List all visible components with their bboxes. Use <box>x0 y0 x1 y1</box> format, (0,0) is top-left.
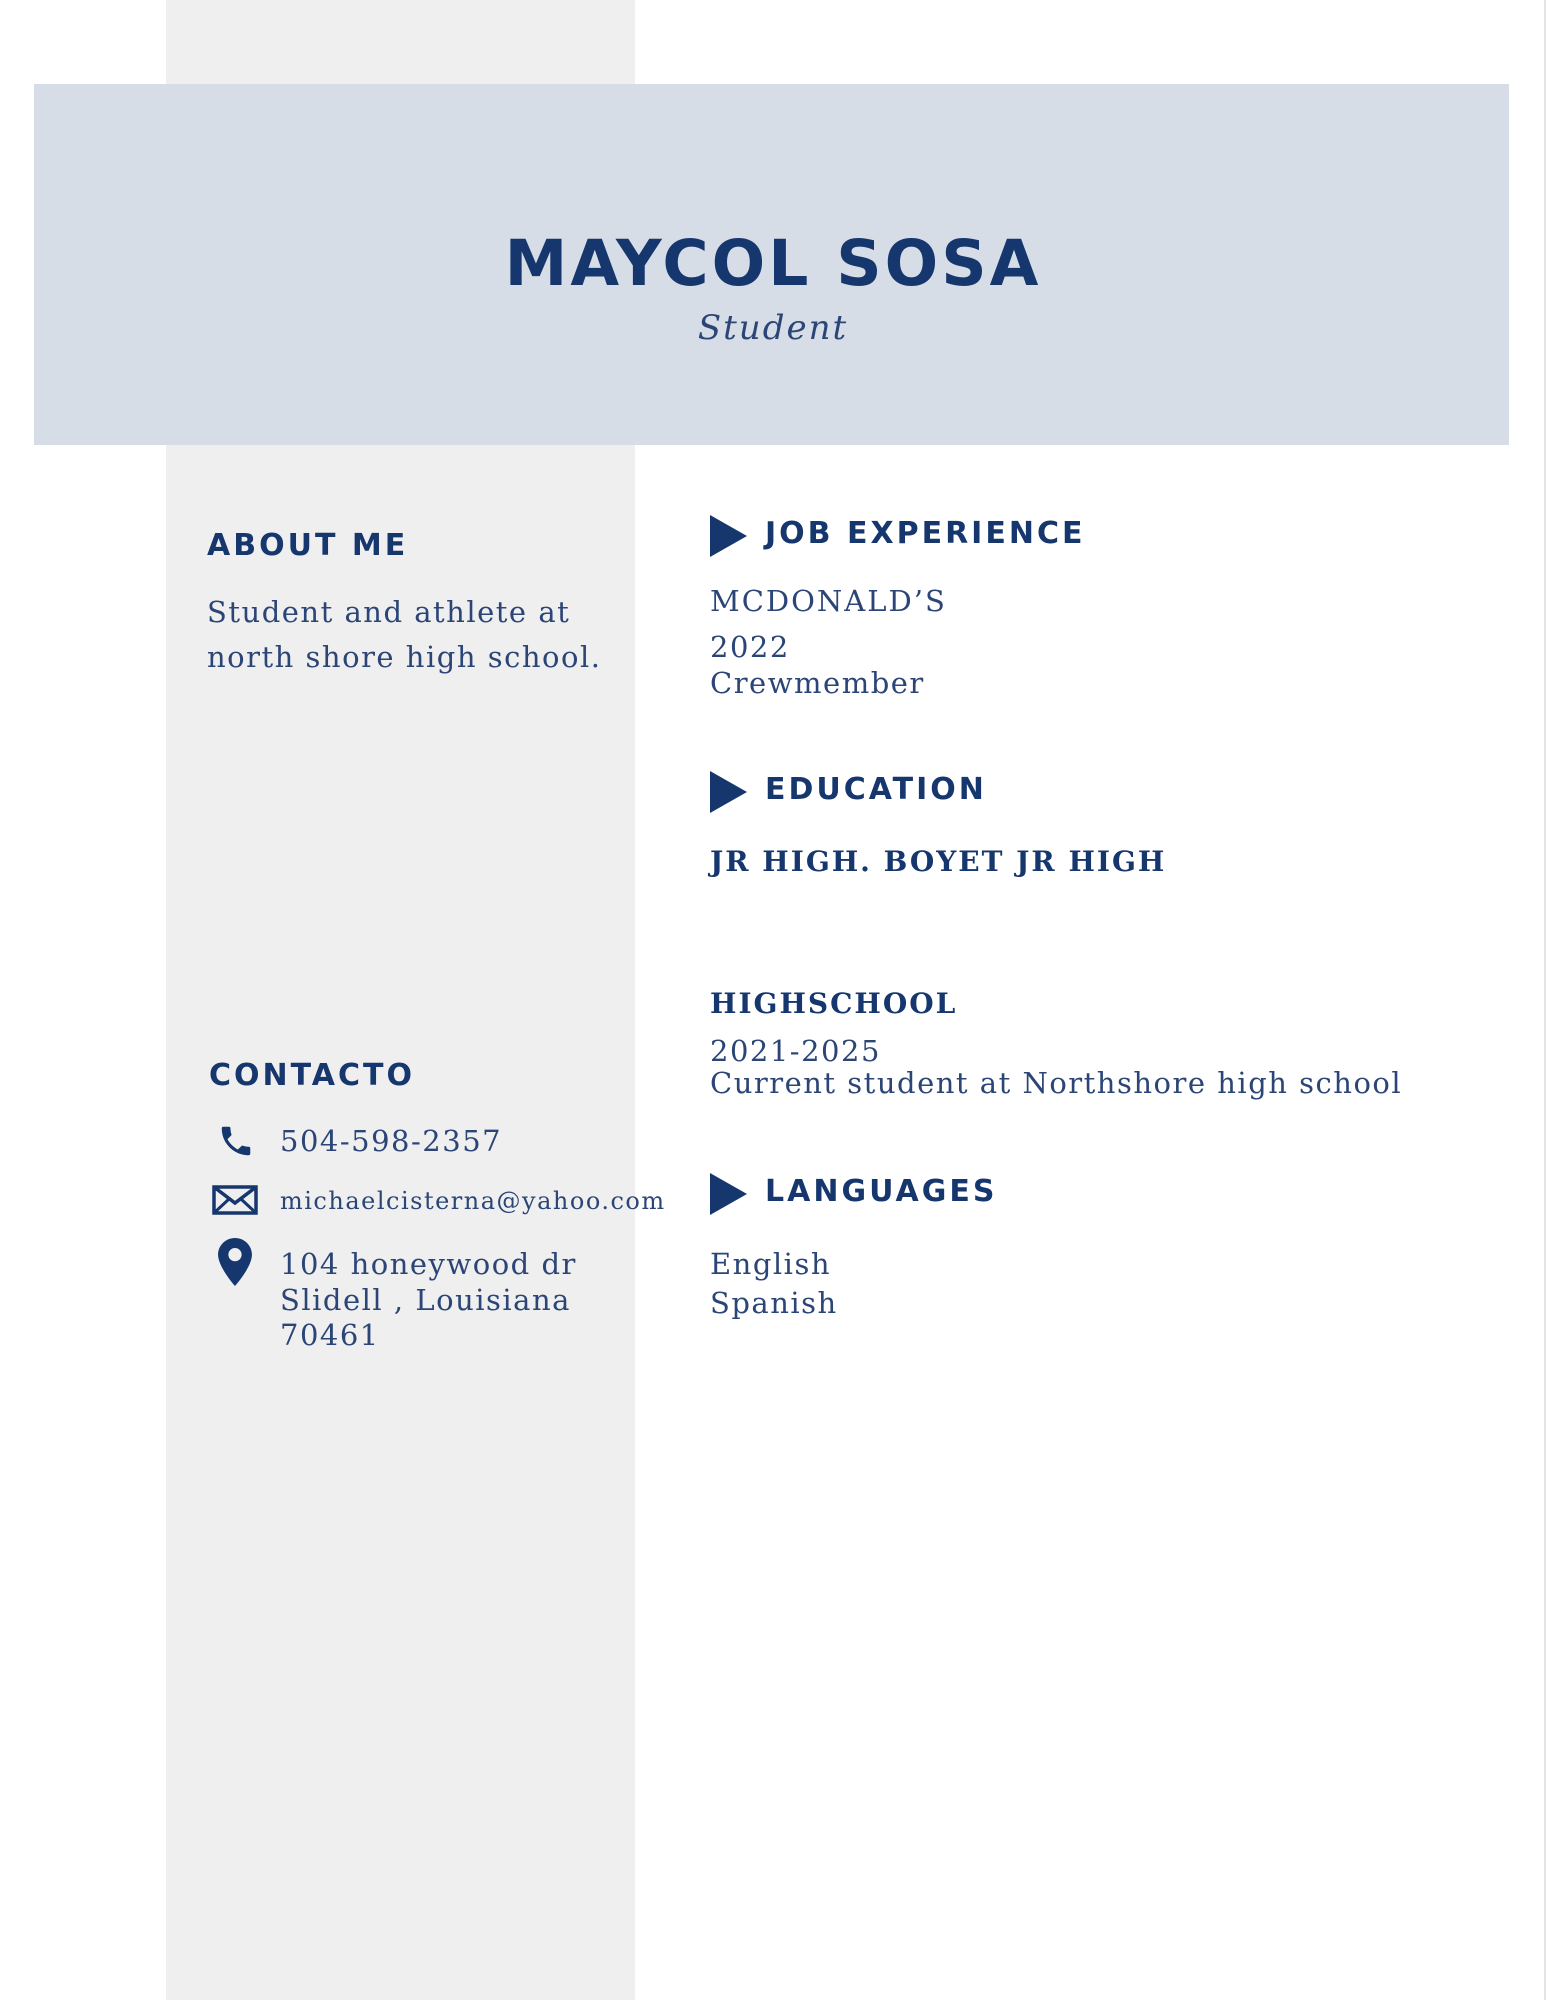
language-item: English <box>710 1247 832 1281</box>
education-school2-years: 2021-2025 <box>710 1034 881 1068</box>
contact-title: CONTACTO <box>209 1058 415 1093</box>
job-position: Crewmember <box>710 666 925 700</box>
contact-address-line1: 104 honeywood dr <box>280 1247 577 1281</box>
mail-icon <box>212 1185 258 1215</box>
education-school2-desc: Current student at Northshore high school <box>710 1066 1403 1100</box>
contact-address-line3: 70461 <box>280 1318 380 1352</box>
about-text: Student and athlete at north shore high school. <box>207 595 602 674</box>
section-arrow-icon <box>710 1173 747 1215</box>
job-title: JOB EXPERIENCE <box>765 516 1086 551</box>
job-company: MCDONALD’S <box>710 584 947 618</box>
job-year: 2022 <box>710 630 790 664</box>
contact-email: michaelcisterna@yahoo.com <box>280 1187 666 1215</box>
location-pin-icon <box>218 1238 252 1286</box>
education-school2: HIGHSCHOOL <box>710 987 958 1020</box>
candidate-name: MAYCOL SOSA <box>504 227 1042 300</box>
section-arrow-icon <box>710 515 747 557</box>
education-school1: JR HIGH. BOYET JR HIGH <box>710 845 1167 878</box>
contact-phone: 504-598-2357 <box>280 1124 503 1158</box>
contact-address-line2: Slidell , Louisiana <box>280 1283 571 1317</box>
languages-title: LANGUAGES <box>765 1174 998 1209</box>
education-title: EDUCATION <box>765 772 987 807</box>
about-title: ABOUT ME <box>207 528 409 563</box>
language-item: Spanish <box>710 1286 838 1320</box>
section-arrow-icon <box>710 771 747 813</box>
phone-icon <box>217 1122 255 1160</box>
candidate-role: Student <box>697 308 849 348</box>
